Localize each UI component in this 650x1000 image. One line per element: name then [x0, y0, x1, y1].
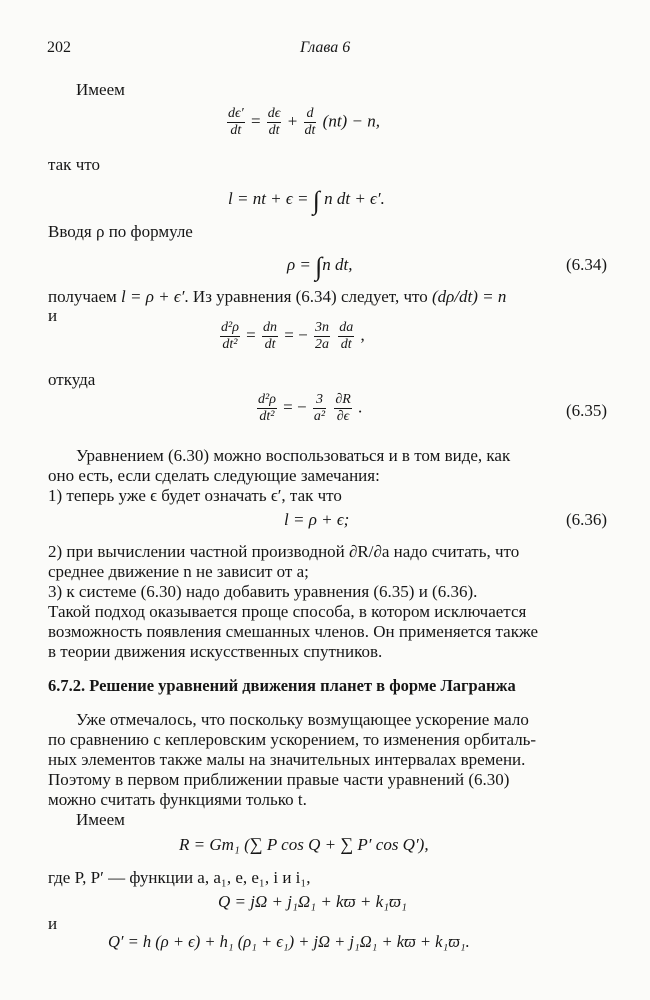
text-imeem-2: Имеем — [76, 810, 125, 829]
equation-number-6-34: (6.34) — [566, 255, 608, 274]
equation-Q: Q = jΩ + j₁Ω₁ + kϖ + k₁ϖ₁ — [218, 892, 407, 911]
equation-number-6-36: (6.36) — [566, 510, 608, 529]
equation-Q-prime: Q′ = h (ρ + ϵ) + h₁ (ρ₁ + ϵ₁) + jΩ + j₁Ω₁ + kϖ + k₁ϖ₁. — [108, 932, 470, 951]
list-item-2-cont: среднее движение n не зависит от a; — [48, 562, 309, 581]
section-title: 6.7.2. Решение уравнений движения планет в форме Лагранжа — [48, 676, 516, 695]
text-otkuda: откуда — [48, 370, 96, 389]
equation-rho-integral: ρ = ∫n dt, — [287, 252, 353, 281]
text-imeem: Имеем — [76, 80, 125, 99]
text-gde: где P, P′ — функции a, a₁, e, e₁, i и i₁, — [48, 868, 311, 887]
text-i-2: и — [48, 914, 58, 933]
paragraph-line: оно есть, если сделать следующие замечания: — [48, 466, 380, 485]
text-i: и — [48, 306, 58, 325]
page-number: 202 — [47, 39, 71, 56]
list-item-3: 3) к системе (6.30) надо добавить уравнения (6.35) и (6.36). — [48, 582, 478, 601]
running-head: Глава 6 — [300, 39, 351, 56]
equation-de-dt: $\frac{d\epsilon'}{dt}$ = $\frac{d\epsilon}{dt}$ + $\frac{d}{dt}$ (nt) − n, — [228, 106, 380, 138]
list-item-1: 1) теперь уже ϵ будет означать ϵ′, так что — [48, 486, 342, 505]
equation-l-integral: l = nt + ϵ = ∫ n dt + ϵ′. — [228, 186, 385, 215]
paragraph-line: Такой подход оказывается проще способа, в котором исключается — [48, 602, 527, 621]
list-item-2: 2) при вычислении частной производной ∂R/∂a надо считать, что — [48, 542, 520, 561]
paragraph-line: возможность появления смешанных членов. Он применяется также — [48, 622, 539, 641]
paragraph-line: Поэтому в первом приближении правые части уравнений (6.30) — [48, 770, 510, 789]
equation-d2rho-dR: $\frac{\text{d²ρ}}{\text{dt²}}$ = − $\frac{3}{\text{a²}}$ $\frac{\partial R}{\partial\epsilon}$ . — [258, 392, 363, 424]
text-poluchaem: получаем l = ρ + ϵ′. Из уравнения (6.34) следует, что (dρ/dt) = n — [48, 287, 507, 306]
paragraph-line: Уже отмечалось, что поскольку возмущающее ускорение мало — [76, 710, 529, 729]
text-vvodya: Вводя ρ по формуле — [48, 222, 193, 241]
equation-R: R = Gm₁ (∑ P cos Q + ∑ P′ cos Q′), — [179, 834, 429, 854]
paragraph-line: Уравнением (6.30) можно воспользоваться и в том виде, как — [76, 446, 511, 465]
equation-number-6-35: (6.35) — [566, 401, 608, 420]
equation-d2rho-dn: $\frac{\text{d²ρ}}{\text{dt²}}$ = $\frac{dn}{dt}$ = − $\frac{3n}{2a}$ $\frac{da}{dt}$ , — [221, 320, 365, 352]
paragraph-line: в теории движения искусственных спутников. — [48, 642, 383, 661]
paragraph-line: ных элементов также малы на значительных интервалах времени. — [48, 750, 526, 769]
paragraph-line: по сравнению с кеплеровским ускорением, то изменения орбиталь- — [48, 730, 537, 749]
text-tak-chto: так что — [48, 155, 100, 174]
paragraph-line: можно считать функциями только t. — [48, 790, 307, 809]
equation-l-rho-eps: l = ρ + ϵ; — [284, 510, 350, 529]
